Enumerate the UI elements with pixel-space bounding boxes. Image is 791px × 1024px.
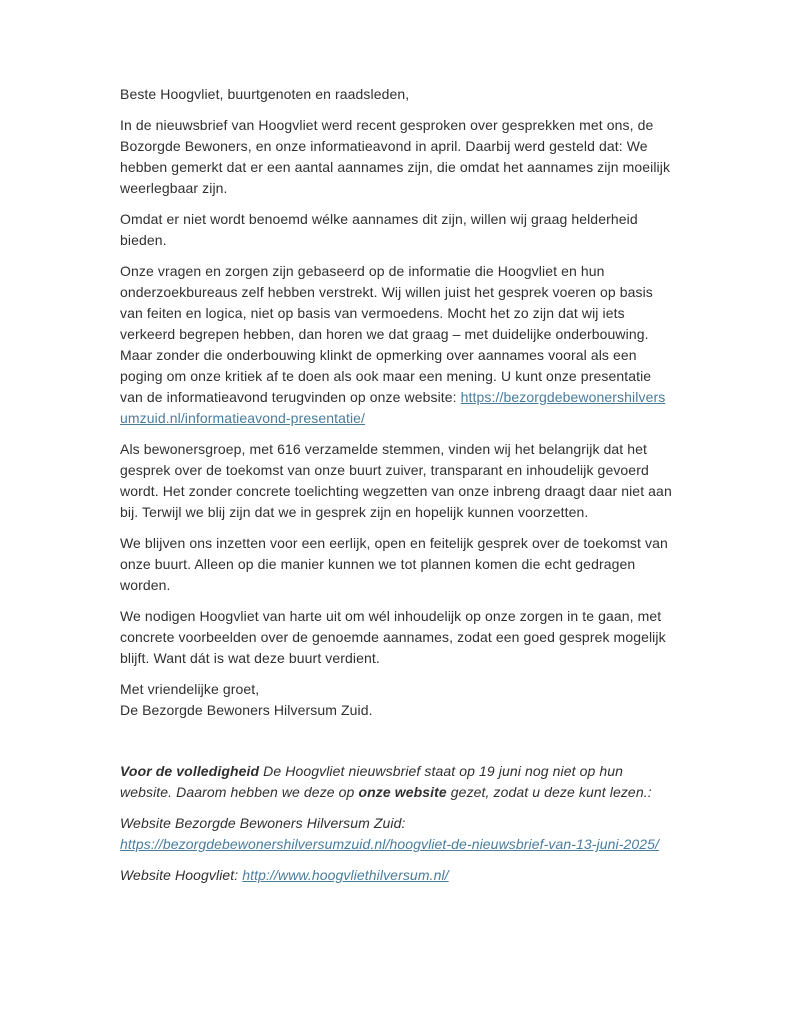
website-line-hoogvliet <box>120 865 672 886</box>
paragraph-argumentation <box>120 261 672 429</box>
paragraph-residents-group: Als bewonersgroep, met 616 verzamelde stemmen, vinden wij het belangrijk dat het gesprek over de toekomst van onze buurt zuiver, transparant en inhoudelijk gevoerd wordt. Het zonder concrete toelichting wegzetten van onze inbreng draagt daar niet aan bij. Terwijl we blij zijn dat we in gesprek zijn en hopelijk kunnen voorzetten. <box>120 441 672 520</box>
paragraph-invitation: We nodigen Hoogvliet van harte uit om wél inhoudelijk op onze zorgen in te gaan, met concrete voorbeelden over de genoemde aannames, zodat een goed gesprek mogelijk blijft. Want dát is wat deze buurt verdient. <box>120 608 666 666</box>
greeting: Beste Hoogvliet, buurtgenoten en raadsleden, <box>120 86 410 102</box>
website-bewoners-label: Website Bezorgde Bewoners Hilversum Zuid: <box>120 815 406 831</box>
paragraph-clarity-request: Omdat er niet wordt benoemd wélke aannames dit zijn, willen wij graag helderheid bieden. <box>120 211 638 248</box>
paragraph-commitment: We blijven ons inzetten voor een eerlijk, open en feitelijk gesprek over de toekomst van onze buurt. Alleen op die manier kunnen we tot plannen komen die echt gedragen worden. <box>120 535 668 593</box>
website-hoogvliet-label: Website Hoogvliet: <box>120 867 239 883</box>
paragraph-newsletter-mention: In de nieuwsbrief van Hoogvliet werd recent gesproken over gesprekken met ons, de Bozorgde Bewoners, en onze informatieavond in april. Daarbij werd gesteld dat: We hebben gemerkt dat er een aantal aannames zijn, die omdat het aannames zijn moeilijk weerlegbaar zijn. <box>120 117 671 196</box>
presentation-link[interactable]: https://bezorgdebewonershilversumzuid.nl/informatieavond-presentatie/ <box>120 389 666 426</box>
postscript-text-2: gezet, zodat u deze kunt lezen.: <box>450 784 652 800</box>
postscript-note <box>120 761 672 803</box>
postscript-our-website-bold: onze website <box>358 784 447 800</box>
postscript-text-1: De Hoogvliet nieuwsbrief staat op 19 juni nog niet op hun website. Daarom hebben we deze op <box>120 763 623 800</box>
signature <box>120 679 672 721</box>
postscript-lead-bold: Voor de volledigheid <box>120 763 260 779</box>
paragraph-argumentation-text: Onze vragen en zorgen zijn gebaseerd op de informatie die Hoogvliet en hun onderzoekbureaus zelf hebben verstrekt. Wij willen juist het gesprek voeren op basis van feiten en logica, niet op basis van vermoedens. Mocht het zo zijn dat wij iets verkeerd begrepen hebben, dan horen we dat graag – met duidelijke onderbouwing. Maar zonder die onderbouwing klinkt de opmerking over aannames vooral als een poging om onze kritiek af te doen als ook maar een mening. U kunt onze presentatie van de informatieavond terugvinden op onze website: <box>120 263 653 405</box>
bewoners-newsletter-link[interactable]: https://bezorgdebewonershilversumzuid.nl/hoogvliet-de-nieuwsbrief-van-13-juni-2025/ <box>120 836 660 852</box>
letter-body <box>120 84 672 896</box>
hoogvliet-site-link[interactable]: http://www.hoogvliethilversum.nl/ <box>242 867 449 883</box>
signoff-name: De Bezorgde Bewoners Hilversum Zuid. <box>120 702 373 718</box>
signoff-closing: Met vriendelijke groet, <box>120 681 260 697</box>
website-line-bewoners <box>120 813 672 855</box>
